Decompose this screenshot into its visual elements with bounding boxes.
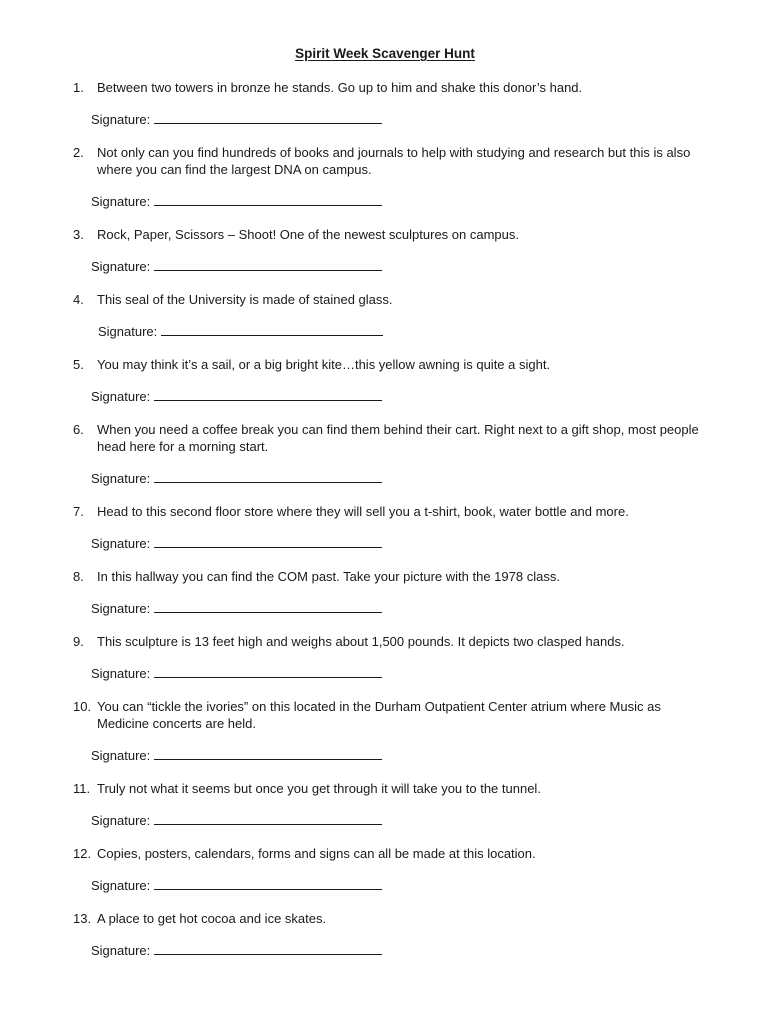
signature-line[interactable]: [154, 470, 382, 483]
signature-field[interactable]: [91, 111, 713, 128]
signature-line[interactable]: [154, 942, 382, 955]
list-item: [73, 845, 713, 894]
signature-line[interactable]: [161, 323, 383, 336]
signature-field[interactable]: [91, 665, 713, 682]
signature-label: Signature:: [91, 471, 151, 486]
list-item: [73, 633, 713, 682]
list-item: [73, 698, 713, 764]
question-text: Truly not what it seems but once you get through it will take you to the tunnel.: [97, 781, 541, 796]
question: [73, 845, 713, 862]
signature-line[interactable]: [154, 193, 382, 206]
question: [73, 568, 713, 585]
signature-label: Signature:: [91, 194, 151, 209]
question-text: A place to get hot cocoa and ice skates.: [97, 911, 327, 926]
question-text: You may think it’s a sail, or a big bright kite…this yellow awning is quite a sight.: [97, 357, 551, 372]
question-number: 2.: [73, 145, 84, 160]
question: [73, 79, 713, 96]
question-number: 8.: [73, 569, 84, 584]
question-text: Between two towers in bronze he stands. Go up to him and shake this donor’s hand.: [97, 80, 583, 95]
question-text: This sculpture is 13 feet high and weighs about 1,500 pounds. It depicts two clasped hands.: [97, 634, 625, 649]
signature-line[interactable]: [154, 812, 382, 825]
signature-label: Signature:: [91, 748, 151, 763]
signature-field[interactable]: [91, 388, 713, 405]
list-item: [73, 568, 713, 617]
signature-field[interactable]: [91, 258, 713, 275]
signature-label: Signature:: [91, 389, 151, 404]
question-number: 11.: [73, 781, 91, 796]
list-item: [73, 503, 713, 552]
question-text: In this hallway you can find the COM past. Take your picture with the 1978 class.: [97, 569, 560, 584]
signature-line[interactable]: [154, 877, 382, 890]
signature-label: Signature:: [98, 324, 158, 339]
signature-field[interactable]: [91, 942, 713, 959]
signature-label: Signature:: [91, 813, 151, 828]
signature-line[interactable]: [154, 111, 382, 124]
signature-line[interactable]: [154, 665, 382, 678]
question: [73, 356, 713, 373]
question: [73, 780, 713, 797]
signature-field[interactable]: [91, 877, 713, 894]
signature-field[interactable]: [91, 470, 713, 487]
signature-line[interactable]: [154, 258, 382, 271]
signature-field[interactable]: [91, 600, 713, 617]
question-number: 10.: [73, 699, 92, 714]
question-number: 13.: [73, 911, 92, 926]
signature-line[interactable]: [154, 600, 382, 613]
signature-field[interactable]: [91, 535, 713, 552]
signature-label: Signature:: [91, 259, 151, 274]
signature-line[interactable]: [154, 747, 382, 760]
list-item: [73, 226, 713, 275]
list-item: [73, 291, 713, 340]
question: [73, 291, 713, 308]
signature-field[interactable]: [91, 747, 713, 764]
question-list: [73, 79, 713, 959]
signature-field[interactable]: [91, 193, 713, 210]
list-item: [73, 144, 713, 210]
question-number: 1.: [73, 80, 84, 95]
list-item: [73, 910, 713, 959]
signature-field[interactable]: [98, 323, 713, 340]
document-title: Spirit Week Scavenger Hunt: [295, 46, 475, 61]
question-text: When you need a coffee break you can find them behind their cart. Right next to a gift shop, most people head here for a morning start.: [97, 422, 699, 454]
signature-label: Signature:: [91, 666, 151, 681]
signature-label: Signature:: [91, 601, 151, 616]
question-number: 3.: [73, 227, 84, 242]
question-number: 5.: [73, 357, 84, 372]
question: [73, 633, 713, 650]
signature-field[interactable]: [91, 812, 713, 829]
signature-line[interactable]: [154, 535, 382, 548]
list-item: [73, 79, 713, 128]
signature-line[interactable]: [154, 388, 382, 401]
question-text: This seal of the University is made of stained glass.: [97, 292, 393, 307]
list-item: [73, 780, 713, 829]
question-text: Rock, Paper, Scissors – Shoot! One of the newest sculptures on campus.: [97, 227, 519, 242]
question-text: You can “tickle the ivories” on this located in the Durham Outpatient Center atrium where Music as Medicine concerts are held.: [97, 699, 661, 731]
question-text: Copies, posters, calendars, forms and signs can all be made at this location.: [97, 846, 536, 861]
question: [73, 503, 713, 520]
signature-label: Signature:: [91, 112, 151, 127]
question: [73, 910, 713, 927]
question-number: 9.: [73, 634, 84, 649]
signature-label: Signature:: [91, 943, 151, 958]
signature-label: Signature:: [91, 536, 151, 551]
question-number: 4.: [73, 292, 84, 307]
question-text: Not only can you find hundreds of books and journals to help with studying and research but this is also where you can find the largest DNA on campus.: [97, 145, 691, 177]
question-number: 6.: [73, 422, 84, 437]
list-item: [73, 356, 713, 405]
question-number: 12.: [73, 846, 92, 861]
list-item: [73, 421, 713, 487]
signature-label: Signature:: [91, 878, 151, 893]
question-number: 7.: [73, 504, 84, 519]
question: [73, 421, 713, 455]
question: [73, 144, 713, 178]
question: [73, 226, 713, 243]
question-text: Head to this second floor store where they will sell you a t-shirt, book, water bottle and more.: [97, 504, 629, 519]
question: [73, 698, 713, 732]
